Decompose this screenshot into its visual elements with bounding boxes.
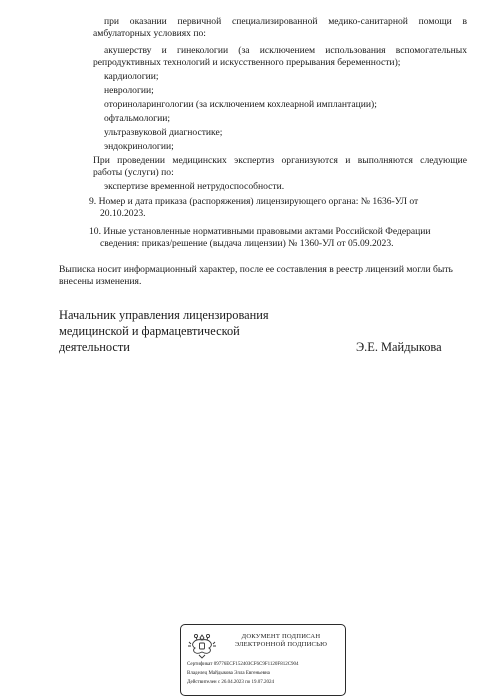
signatory-name: Э.Е. Майдыкова [356, 340, 442, 354]
stamp-certificate: Сертификат 09776ECF15240ЗCF6C9F1120F812C904 [187, 662, 299, 667]
notice-line-2: внесены изменения. [59, 276, 142, 287]
body-line-9: ультразвуковой диагностике; [104, 127, 223, 138]
stamp-heading-line-2: ЭЛЕКТРОННОЙ ПОДПИСЬЮ [234, 641, 328, 648]
electronic-signature-stamp [180, 624, 346, 696]
notice-line-1: Выписка носит информационный характер, после ее составления в реестр лицензий могли быть [59, 264, 453, 275]
body-line-7: оториноларингологии (за исключением кохлеарной имплантации); [104, 99, 377, 110]
signatory-title-line-2: медицинской и фармацевтической [59, 324, 240, 338]
item-10-line-2: сведения: приказ/решение (выдача лицензии) № 1360-УЛ от 05.09.2023. [100, 238, 394, 249]
body-line-10: эндокринологии; [104, 141, 174, 152]
body-line-11: При проведении медицинских экспертиз организуются и выполняются следующие [93, 155, 467, 166]
stamp-heading-line-1: ДОКУМЕНТ ПОДПИСАН [241, 633, 321, 640]
body-line-8: офтальмологии; [104, 113, 171, 124]
state-emblem-icon [187, 631, 217, 659]
body-line-1: при оказании первичной специализированной медико-санитарной помощи в [104, 16, 467, 27]
item-9-line-2: 20.10.2023. [100, 208, 146, 219]
stamp-owner: Владелец Майдыкова Элла Евгеньевна [187, 671, 270, 676]
body-line-3: акушерству и гинекологии (за исключением использования вспомогательных [104, 45, 467, 56]
body-line-5: кардиологии; [104, 71, 159, 82]
body-line-12: работы (услуги) по: [93, 167, 174, 178]
body-line-6: неврологии; [104, 85, 154, 96]
body-line-4: репродуктивных технологий и искусственного прерывания беременности); [93, 57, 401, 68]
body-line-13: экспертизе временной нетрудоспособности. [104, 181, 285, 192]
signatory-title-line-3: деятельности [59, 340, 130, 354]
stamp-validity: Действителен с 26.04.2023 по 19.07.2024 [187, 680, 274, 685]
signatory-title-line-1: Начальник управления лицензирования [59, 308, 269, 322]
body-line-2: амбулаторных условиях по: [93, 28, 206, 39]
item-9-line-1: 9. Номер и дата приказа (распоряжения) лицензирующего органа: № 1636-УЛ от [89, 196, 419, 207]
item-10-line-1: 10. Иные установленные нормативными правовыми актами Российской Федерации [89, 226, 431, 237]
